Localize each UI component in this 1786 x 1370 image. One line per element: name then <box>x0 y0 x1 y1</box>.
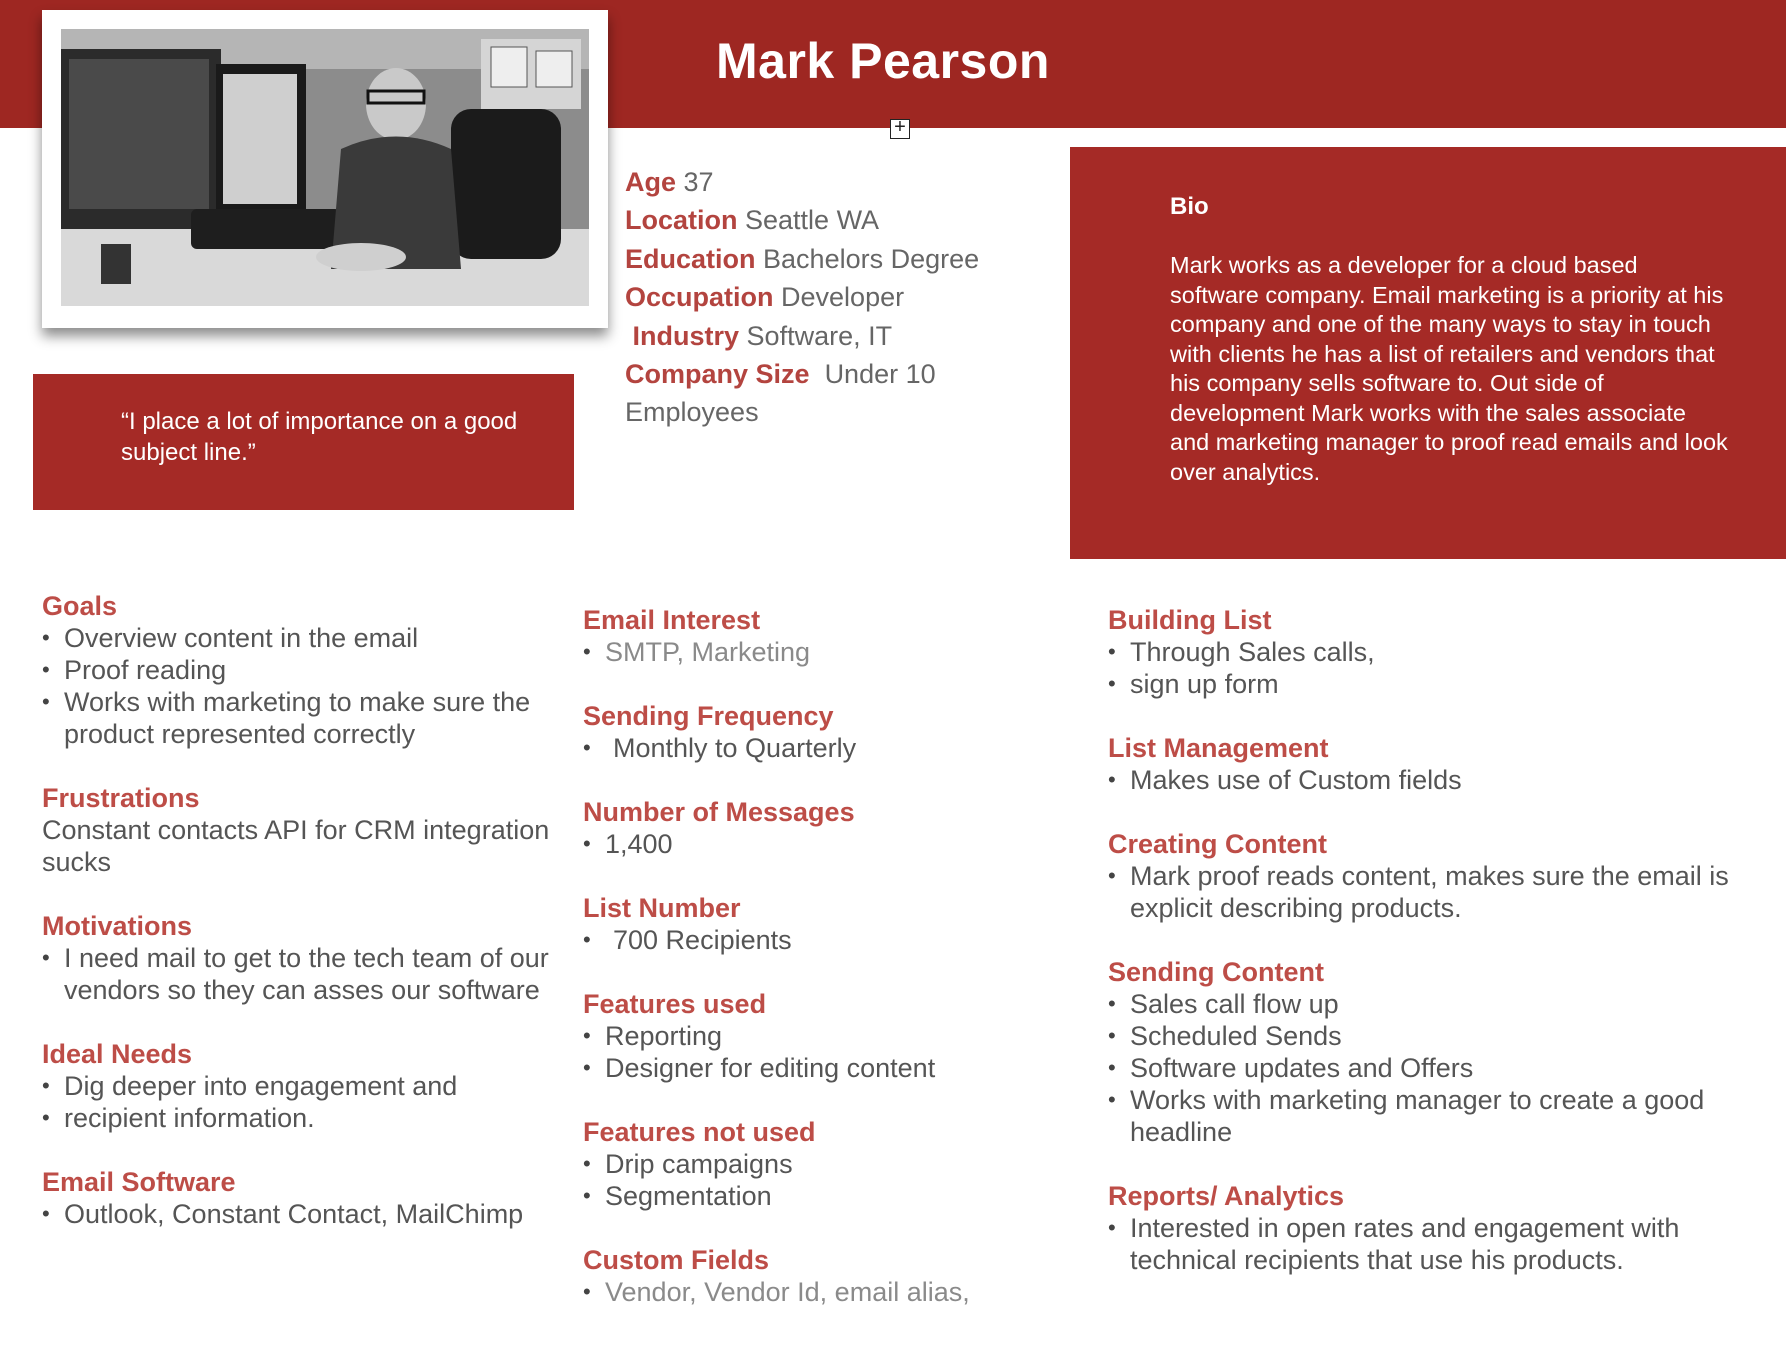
section-title: Building List <box>1108 605 1272 635</box>
frustrations-text: Constant contacts API for CRM integration sucks <box>42 815 550 877</box>
section-title: Creating Content <box>1108 829 1327 859</box>
demo-value: Developer <box>781 282 905 313</box>
section-title: Number of Messages <box>583 797 855 827</box>
list-item: • Interested in open rates and engagement with technical recipients that use his products. <box>1108 1212 1768 1276</box>
right-column <box>1108 604 1768 1308</box>
list-item: • Dig deeper into engagement and <box>42 1070 552 1102</box>
quote-box <box>33 374 574 510</box>
section-title: Sending Frequency <box>583 701 834 731</box>
section-title: Features not used <box>583 1117 816 1147</box>
section-title: Features used <box>583 989 767 1019</box>
section-title: Reports/ Analytics <box>1108 1181 1345 1211</box>
persona-photo-frame <box>42 10 608 328</box>
list-item: • Drip campaigns <box>583 1148 1033 1180</box>
section-title: Email Interest <box>583 605 761 635</box>
demo-label: Occupation <box>625 282 774 313</box>
persona-name: Mark Pearson <box>716 33 1050 89</box>
section-title: Sending Content <box>1108 957 1324 987</box>
creating-content-section <box>1108 828 1768 924</box>
list-management-section <box>1108 732 1768 796</box>
bio-box <box>1070 147 1786 559</box>
list-number-section <box>583 892 1033 956</box>
list-item: • 1,400 <box>583 828 1033 860</box>
list-item: • Works with marketing to make sure the product represented correctly <box>42 686 552 750</box>
bio-title: Bio <box>1170 193 1209 220</box>
building-list-section <box>1108 604 1768 700</box>
demo-label: Location <box>625 205 738 236</box>
ideal-needs-section <box>42 1038 552 1134</box>
demo-value: 37 <box>683 167 714 197</box>
demographics <box>625 163 1025 432</box>
list-item: • recipient information. <box>42 1102 552 1134</box>
features-not-used-section <box>583 1116 1033 1212</box>
demo-age <box>625 163 1025 201</box>
section-title: Frustrations <box>42 783 200 813</box>
demo-company-size-cont <box>625 393 1025 431</box>
demo-industry <box>625 317 1025 355</box>
demo-label: Age <box>625 167 677 197</box>
photo-illustration <box>61 29 589 306</box>
demo-occupation <box>625 278 1025 316</box>
list-item: • Makes use of Custom fields <box>1108 764 1768 796</box>
demo-label: Industry <box>632 320 740 351</box>
list-item: • Outlook, Constant Contact, MailChimp <box>42 1198 552 1230</box>
demo-location <box>625 201 1025 239</box>
motivations-section <box>42 910 552 1006</box>
list-item: • Segmentation <box>583 1180 1033 1212</box>
features-used-section <box>583 988 1033 1084</box>
list-item: • Through Sales calls, <box>1108 636 1768 668</box>
list-item: • Proof reading <box>42 654 552 686</box>
section-title: Custom Fields <box>583 1245 770 1275</box>
demo-company-size <box>625 355 1025 393</box>
demo-value: Employees <box>625 397 759 428</box>
demo-value: Bachelors Degree <box>763 243 980 274</box>
section-title: List Management <box>1108 733 1329 763</box>
list-item: • 700 Recipients <box>583 924 1033 956</box>
section-title: Goals <box>42 591 118 621</box>
section-title: Email Software <box>42 1167 236 1197</box>
sending-content-section <box>1108 956 1768 1148</box>
section-title: List Number <box>583 893 741 923</box>
list-item: • Software updates and Offers <box>1108 1052 1768 1084</box>
list-item: • Reporting <box>583 1020 1033 1052</box>
list-item: • Sales call flow up <box>1108 988 1768 1020</box>
demo-label: Company Size <box>625 359 810 390</box>
demo-value: Software, IT <box>746 320 893 351</box>
section-title: Ideal Needs <box>42 1039 193 1069</box>
demo-education <box>625 240 1025 278</box>
list-item: • Scheduled Sends <box>1108 1020 1768 1052</box>
list-item: • SMTP, Marketing <box>583 636 1033 668</box>
section-title: Motivations <box>42 911 193 941</box>
number-of-messages-section <box>583 796 1033 860</box>
email-software-section <box>42 1166 552 1230</box>
list-item: • Vendor, Vendor Id, email alias, <box>583 1276 1033 1308</box>
demo-label: Education <box>625 243 756 274</box>
list-item: • Monthly to Quarterly <box>583 732 1033 764</box>
list-item: • sign up form <box>1108 668 1768 700</box>
middle-column <box>583 604 1033 1340</box>
demo-value: Under 10 <box>824 359 936 390</box>
left-column <box>42 590 552 1262</box>
persona-quote: “I place a lot of importance on a good subject line.” <box>121 408 518 466</box>
list-item: • Mark proof reads content, makes sure the email is explicit describing products. <box>1108 860 1768 924</box>
list-item: • I need mail to get to the tech team of our vendors so they can asses our software <box>42 942 552 1006</box>
goals-section <box>42 590 552 750</box>
frustrations-section <box>42 782 552 878</box>
expand-icon[interactable]: + <box>890 119 910 139</box>
custom-fields-section <box>583 1244 1033 1308</box>
demo-value: Seattle WA <box>745 205 880 236</box>
email-interest-section <box>583 604 1033 668</box>
sending-frequency-section <box>583 700 1033 764</box>
list-item: • Designer for editing content <box>583 1052 1033 1084</box>
reports-analytics-section <box>1108 1180 1768 1276</box>
persona-photo <box>61 29 589 306</box>
list-item: • Overview content in the email <box>42 622 552 654</box>
bio-text: Mark works as a developer for a cloud based software company. Email marketing is a priority at his company and one of the many ways to stay in touch with clients he has a list of retailers and vendors that his company sells software to. Out side of development Mark works with the sales associate and marketing manager to proof read emails and look over analytics. <box>1170 252 1728 485</box>
list-item: • Works with marketing manager to create a good headline <box>1108 1084 1768 1148</box>
